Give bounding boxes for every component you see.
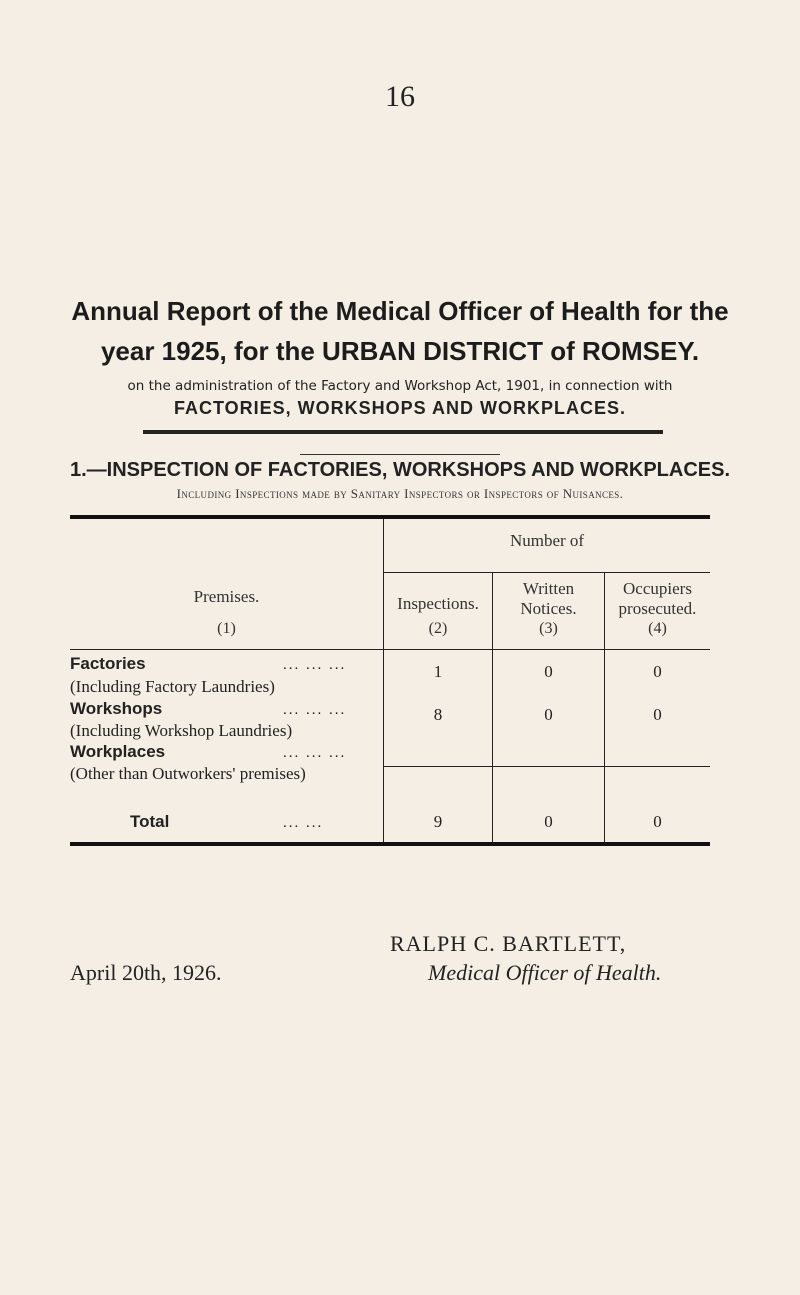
inspections-column-number: (2) <box>428 620 448 637</box>
divider-rule <box>143 430 663 434</box>
leader-dots: ... ... ... <box>283 657 347 673</box>
page-number: 16 <box>385 80 415 113</box>
row-note-workplaces: (Other than Outworkers' premises) <box>70 764 306 783</box>
row-note-workshops: (Including Workshop Laundries) <box>70 721 293 740</box>
group-header-rule <box>384 572 710 573</box>
section-heading: 1.—INSPECTION OF FACTORIES, WORKSHOPS AND WORKPLACES. <box>69 459 731 481</box>
cell-prosecuted: 0 <box>653 705 662 724</box>
total-top-rule <box>384 766 710 767</box>
table-top-rule <box>70 515 710 519</box>
cell-inspections: 1 <box>433 662 443 681</box>
report-title-line-1: Annual Report of the Medical Officer of Health for the <box>71 296 729 326</box>
premises-column-number: (1) <box>217 620 236 637</box>
cell-notices: 0 <box>544 662 553 681</box>
leader-dots: ... ... ... <box>283 745 347 761</box>
occupiers-prosecuted-header: Occupiers prosecuted. <box>618 579 697 618</box>
report-date: April 20th, 1926. <box>70 960 222 985</box>
report-title-line-2: year 1925, for the URBAN DISTRICT of ROMSEY. <box>100 336 700 366</box>
total-label: Total <box>130 812 170 831</box>
total-prosecuted: 0 <box>653 812 662 831</box>
cell-prosecuted: 0 <box>653 662 662 681</box>
row-label-factories: Factories <box>70 654 146 673</box>
section-subheading: Including Inspections made by Sanitary Inspectors or Inspectors of Nuisances. <box>176 486 624 501</box>
leader-dots: ... ... <box>283 815 324 831</box>
row-note-factories: (Including Factory Laundries) <box>70 677 275 696</box>
number-of-header: Number of <box>509 531 585 550</box>
leader-dots: ... ... ... <box>283 702 347 718</box>
cell-notices: 0 <box>544 705 553 724</box>
act-reference: on the administration of the Factory and Workshop Act, 1901, in connection with <box>127 378 673 394</box>
subject-heading: FACTORIES, WORKSHOPS AND WORKPLACES. <box>173 398 627 418</box>
divider-rule-short <box>300 454 500 455</box>
written-notices-header: Written Notices. <box>520 579 577 618</box>
table-bottom-rule <box>70 842 710 846</box>
signatory-name: RALPH C. BARTLETT, <box>390 931 627 956</box>
signatory-title: Medical Officer of Health. <box>428 960 662 985</box>
total-inspections: 9 <box>433 812 443 831</box>
row-label-workplaces: Workplaces <box>70 742 166 761</box>
total-notices: 0 <box>544 812 553 831</box>
premises-header: Premises. <box>193 587 260 606</box>
cell-inspections: 8 <box>433 705 443 724</box>
occupiers-prosecuted-column-number: (4) <box>648 620 667 637</box>
inspections-header: Inspections. <box>397 594 479 613</box>
header-bottom-rule <box>70 649 710 650</box>
written-notices-column-number: (3) <box>539 620 558 637</box>
row-label-workshops: Workshops <box>70 699 163 718</box>
